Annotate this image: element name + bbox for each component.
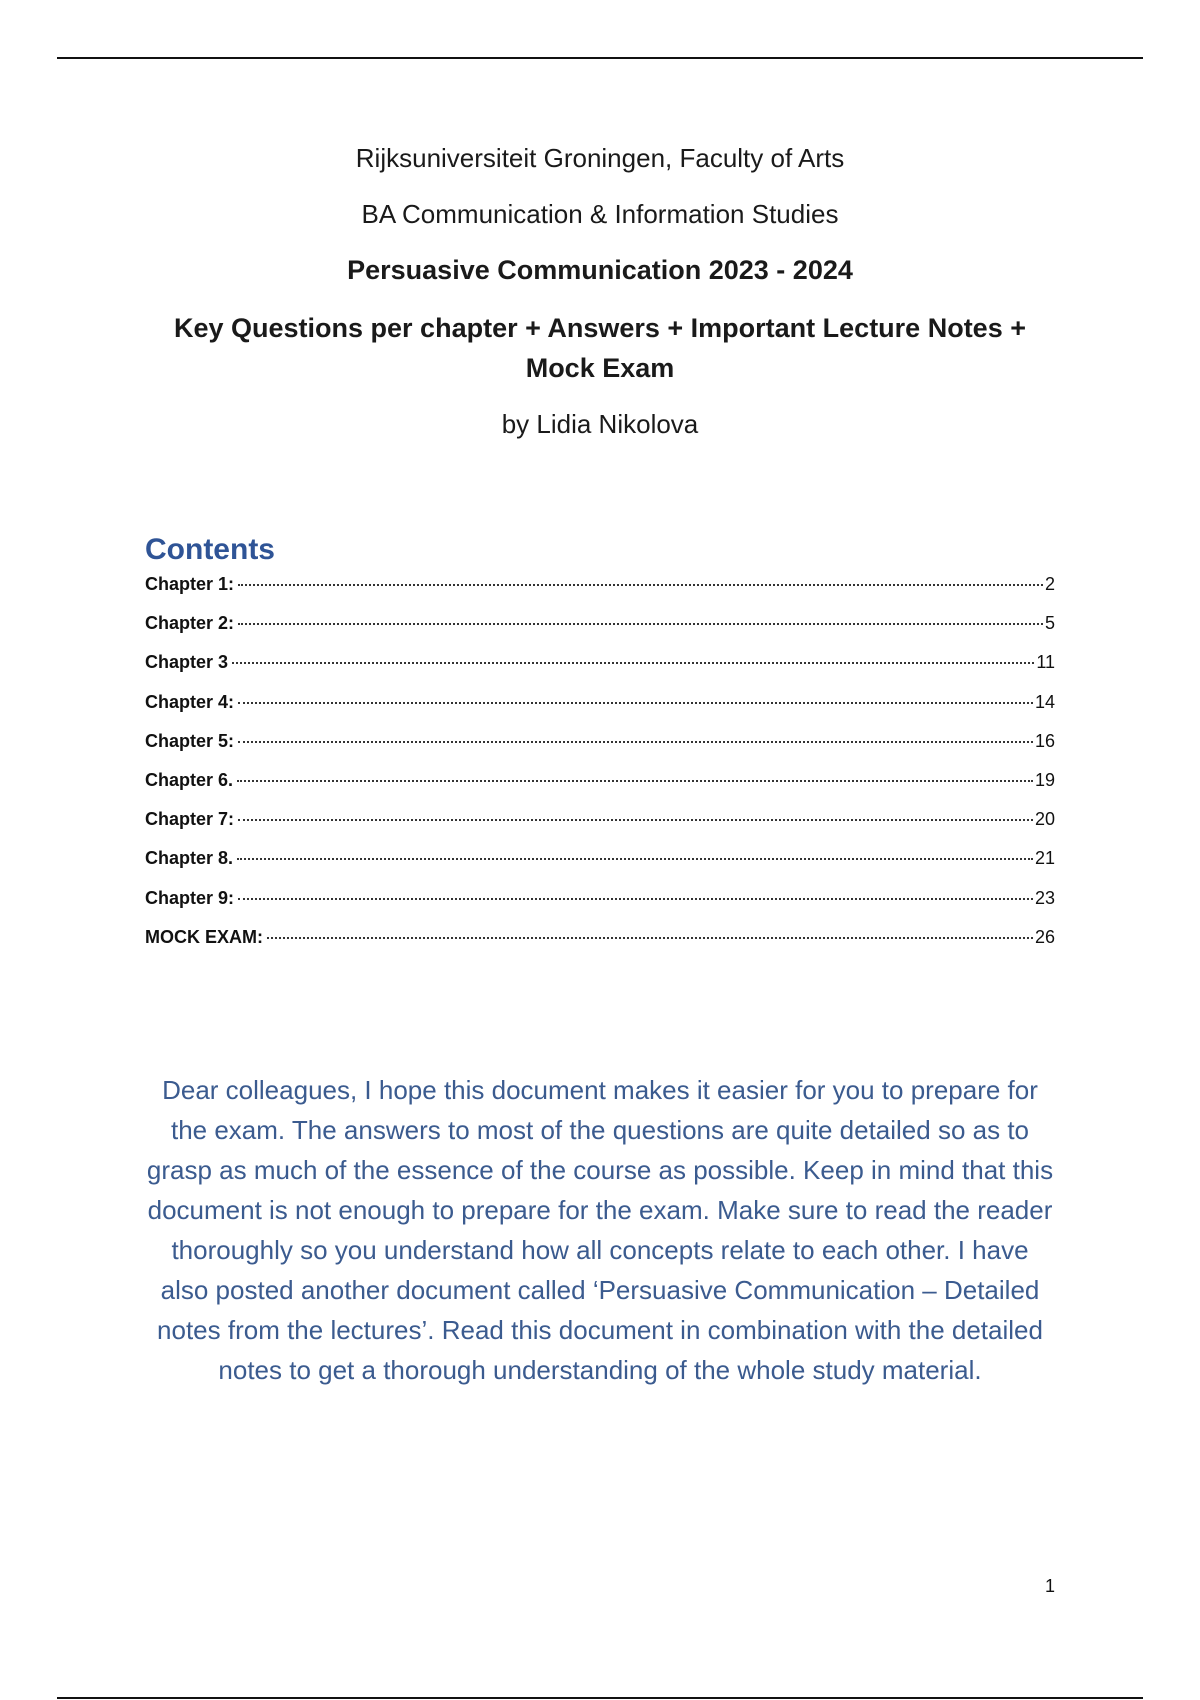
toc-entry-chapter-8[interactable] <box>145 848 1055 887</box>
bottom-border-line <box>57 1697 1143 1699</box>
toc-entry-label: Chapter 1: <box>145 574 235 594</box>
author-line: by Lidia Nikolova <box>501 409 699 439</box>
table-of-contents <box>145 530 1055 966</box>
toc-dot-leader <box>238 623 1043 625</box>
document-header <box>145 140 1055 462</box>
document-title: Key Questions per chapter + Answers + Important Lecture Notes + Mock Exam <box>173 313 1026 383</box>
toc-entry-page: 16 <box>1034 730 1055 751</box>
toc-entry-chapter-7[interactable] <box>145 809 1055 848</box>
toc-entry-page: 26 <box>1034 926 1055 947</box>
toc-entry-label: MOCK EXAM: <box>145 926 263 947</box>
toc-entry-label: Chapter 4: <box>145 691 235 712</box>
toc-entry-page: 19 <box>1034 769 1055 790</box>
toc-entry-label: Chapter 9: <box>145 887 235 908</box>
programme-name: BA Communication & Information Studies <box>361 199 839 229</box>
toc-entry-label: Chapter 8. <box>145 848 234 869</box>
toc-entry-page: 14 <box>1034 691 1055 712</box>
toc-entry-label: Chapter 6. <box>145 769 234 790</box>
toc-entry-mock-exam[interactable] <box>145 927 1055 966</box>
course-title: Persuasive Communication 2023 - 2024 <box>347 255 853 285</box>
toc-entry-label: Chapter 7: <box>145 809 235 830</box>
toc-entry-chapter-2[interactable] <box>145 613 1055 652</box>
university-name: Rijksuniversiteit Groningen, Faculty of Arts <box>355 143 845 173</box>
toc-entry-label: Chapter 5: <box>145 730 235 751</box>
toc-entry-page: 5 <box>1044 613 1055 634</box>
toc-dot-leader <box>237 858 1033 860</box>
toc-entry-page: 2 <box>1044 574 1055 594</box>
toc-entry-chapter-9[interactable] <box>145 888 1055 927</box>
toc-entry-page: 20 <box>1034 809 1055 830</box>
page-number: 1 <box>1044 1576 1055 1596</box>
toc-heading: Contents <box>145 533 275 566</box>
toc-list <box>145 574 1055 966</box>
toc-entry-chapter-4[interactable] <box>145 692 1055 731</box>
toc-entry-chapter-5[interactable] <box>145 731 1055 770</box>
toc-entry-page: 21 <box>1034 848 1055 869</box>
top-border-line <box>57 57 1143 59</box>
toc-entry-chapter-3[interactable] <box>145 652 1055 691</box>
toc-entry-label: Chapter 2: <box>145 613 235 634</box>
author-note: Dear colleagues, I hope this document makes it easier for you to prepare for the exam. The answers to most of the questions are quite detailed so as to grasp as much of the essence of the course as possible. Keep in mind that this document is not enough to prepare for the exam. Make sure to read the reader thoroughly so you understand how all concepts relate to each other. I have also posted another document called ‘Persuasive Communication – Detailed notes from the lectures’. Read this document in combination with the detailed notes to get a thorough understanding of the whole study material. <box>146 1075 1054 1385</box>
toc-dot-leader <box>238 584 1043 586</box>
toc-entry-page: 23 <box>1034 887 1055 908</box>
toc-dot-leader <box>238 702 1033 704</box>
toc-dot-leader <box>267 937 1033 939</box>
toc-dot-leader <box>232 662 1034 664</box>
toc-dot-leader <box>237 780 1033 782</box>
toc-entry-page: 11 <box>1036 652 1055 673</box>
toc-dot-leader <box>238 741 1033 743</box>
toc-dot-leader <box>238 819 1033 821</box>
toc-entry-label: Chapter 3 <box>145 652 229 673</box>
toc-entry-chapter-1[interactable] <box>145 574 1055 613</box>
toc-dot-leader <box>238 898 1033 900</box>
toc-entry-chapter-6[interactable] <box>145 770 1055 809</box>
